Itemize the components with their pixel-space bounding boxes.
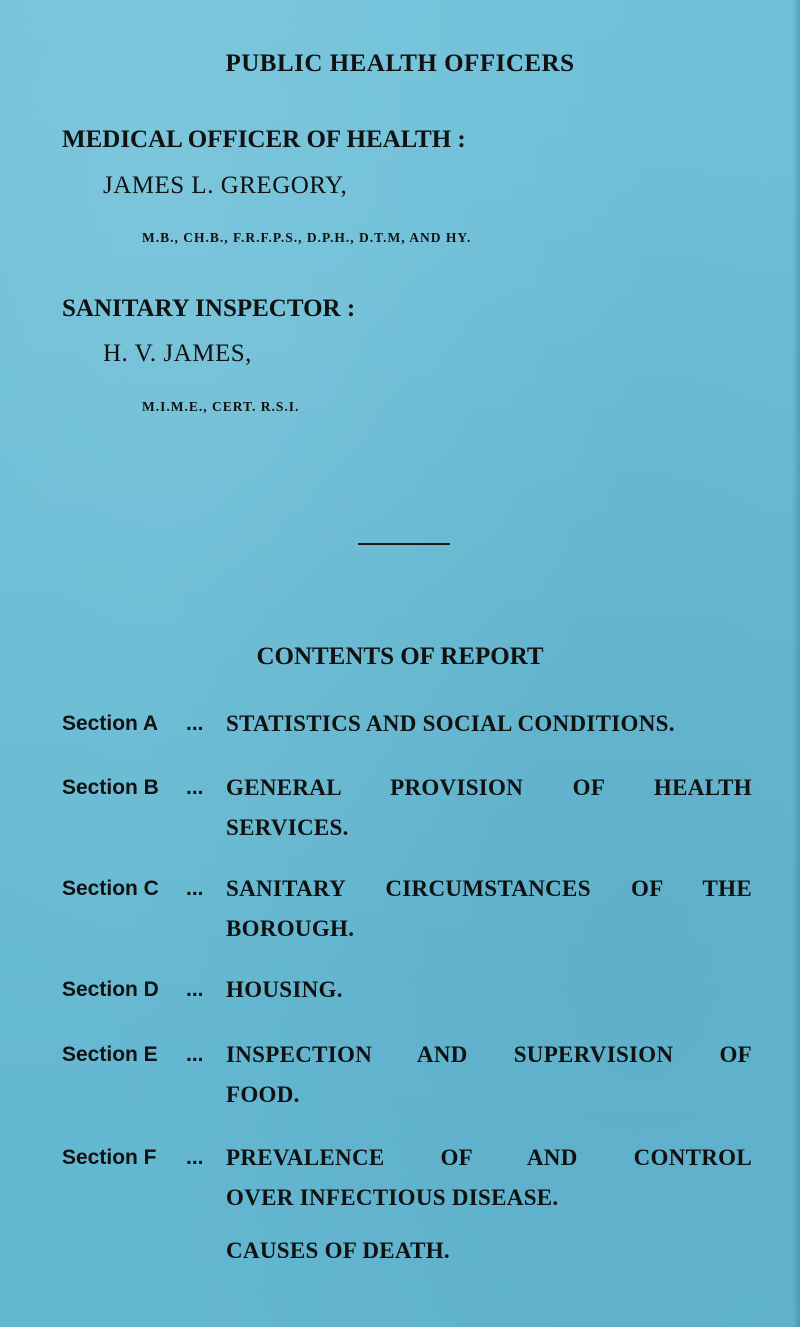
section-dots: ... [186, 776, 204, 799]
section-label: Section F [62, 1146, 157, 1169]
officer-qualifications-medical: M.B., CH.B., F.R.F.P.S., D.P.H., D.T.M, AND HY. [142, 230, 472, 245]
section-heading: PREVALENCE OF AND CONTROL OVER INFECTIOUS DISEASE. [226, 1145, 752, 1210]
section-label: Section B [62, 776, 159, 799]
section-label: Section A [62, 712, 159, 735]
section-dots: ... [186, 712, 204, 735]
section-divider [358, 543, 450, 545]
contents-extra-causes-of-death: CAUSES OF DEATH. [226, 1238, 450, 1263]
section-dots: ... [186, 1043, 204, 1066]
section-dots: ... [186, 1146, 204, 1169]
section-label: Section E [62, 1043, 158, 1066]
section-label: Section D [62, 978, 159, 1001]
section-heading: HOUSING. [226, 977, 343, 1002]
officer-role-sanitary: SANITARY INSPECTOR : [62, 295, 356, 322]
officer-role-medical: MEDICAL OFFICER OF HEALTH : [62, 126, 466, 153]
contents-title: CONTENTS OF REPORT [256, 643, 544, 670]
page-title: PUBLIC HEALTH OFFICERS [225, 50, 575, 77]
section-dots: ... [186, 877, 204, 900]
section-heading: GENERAL PROVISION OF HEALTH SERVICES. [226, 775, 752, 840]
section-heading: INSPECTION AND SUPERVISION OF FOOD. [226, 1042, 752, 1107]
section-dots: ... [186, 978, 204, 1001]
officer-name-medical: JAMES L. GREGORY, [103, 172, 348, 199]
officer-name-sanitary: H. V. JAMES, [103, 340, 252, 367]
officer-qualifications-sanitary: M.I.M.E., CERT. R.S.I. [142, 399, 300, 414]
section-label: Section C [62, 877, 159, 900]
section-heading: SANITARY CIRCUMSTANCES OF THE BOROUGH. [226, 876, 752, 941]
section-heading: STATISTICS AND SOCIAL CONDITIONS. [226, 711, 675, 736]
